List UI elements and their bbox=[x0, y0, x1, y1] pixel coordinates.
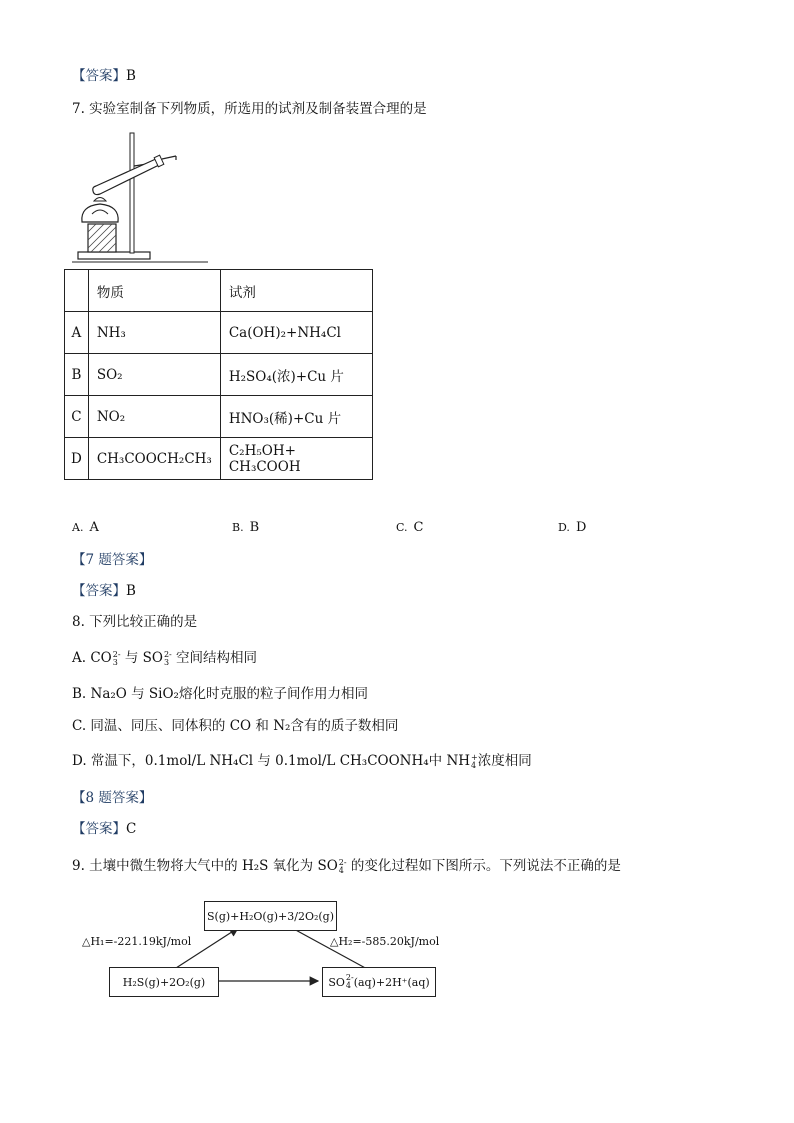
row-substance: NO₂ bbox=[88, 396, 220, 438]
superscript: 2- bbox=[163, 649, 172, 659]
q9-stem-suffix: 的变化过程如下图所示。下列说法不正确的是 bbox=[350, 858, 621, 874]
row-reagent: HNO₃(稀)+Cu 片 bbox=[220, 396, 372, 438]
option-key: C. bbox=[396, 521, 408, 534]
q8-d-suffix: 浓度相同 bbox=[477, 753, 532, 769]
q9-stem-prefix: 9. 土壤中微生物将大气中的 H₂S 氧化为 SO bbox=[72, 858, 338, 874]
superscript: + bbox=[471, 752, 478, 762]
answer-value: B bbox=[126, 583, 136, 599]
option-text: B bbox=[249, 520, 260, 535]
q9-dh1-label: △H₁=-221.19kJ/mol bbox=[82, 935, 192, 948]
row-label: B bbox=[65, 354, 89, 396]
option-text: D bbox=[575, 520, 587, 535]
q7-stem: 7. 实验室制备下列物质，所选用的试剂及制备装置合理的是 bbox=[72, 101, 427, 117]
row-substance: NH₃ bbox=[88, 312, 220, 354]
box-products-suffix: (aq)+2H⁺(aq) bbox=[353, 975, 430, 989]
answer-value: C bbox=[126, 821, 137, 837]
q9-box-reactants: H₂S(g)+2O₂(g) bbox=[109, 967, 219, 997]
q9-box-intermediate: S(g)+H₂O(g)+3/2O₂(g) bbox=[204, 901, 337, 931]
q8-stem: 8. 下列比较正确的是 bbox=[72, 614, 198, 630]
q8-a-prefix: A. CO bbox=[72, 650, 112, 666]
option-text: A bbox=[89, 520, 99, 535]
table-header-substance: 物质 bbox=[88, 270, 220, 312]
superscript: 2- bbox=[112, 649, 121, 659]
option-key: D. bbox=[558, 521, 570, 534]
q8-a-mid: 与 SO bbox=[124, 650, 163, 666]
option-key: B. bbox=[232, 521, 244, 534]
table-header-reagent: 试剂 bbox=[220, 270, 372, 312]
row-reagent: C₂H₅OH+ CH₃COOH bbox=[220, 438, 372, 480]
q9-box-products bbox=[322, 967, 436, 997]
row-reagent: H₂SO₄(浓)+Cu 片 bbox=[220, 354, 372, 396]
row-substance: SO₂ bbox=[88, 354, 220, 396]
box-products-prefix: SO bbox=[328, 975, 345, 989]
option-text: C bbox=[413, 520, 424, 535]
q8-option-c: C. 同温、同压、同体积的 CO 和 N₂含有的质子数相同 bbox=[72, 718, 399, 734]
row-label: A bbox=[65, 312, 89, 354]
subscript: 4 bbox=[338, 865, 344, 875]
so4-charge bbox=[346, 974, 354, 990]
q8-option-b: B. Na₂O 与 SiO₂熔化时克服的粒子间作用力相同 bbox=[72, 686, 368, 702]
row-label: C bbox=[65, 396, 89, 438]
answer-value: B bbox=[126, 68, 136, 84]
q7-answer-heading: 【7 题答案】 bbox=[72, 552, 153, 568]
superscript: 2- bbox=[345, 973, 354, 982]
subscript: 4 bbox=[345, 981, 351, 990]
option-key: A. bbox=[72, 521, 84, 534]
subscript: 4 bbox=[471, 760, 477, 770]
superscript: 2- bbox=[338, 857, 347, 867]
subscript: 3 bbox=[163, 657, 170, 667]
answer-bracket: 【答案】 bbox=[72, 68, 126, 84]
q8-a-suffix: 空间结构相同 bbox=[176, 650, 258, 666]
q8-d-prefix: D. 常温下，0.1mol/L NH₄Cl 与 0.1mol/L CH₃COONH₄中 NH bbox=[72, 753, 471, 769]
answer-bracket: 【答案】 bbox=[72, 583, 126, 599]
row-reagent: Ca(OH)₂+NH₄Cl bbox=[220, 312, 372, 354]
subscript: 3 bbox=[112, 657, 118, 667]
row-label: D bbox=[65, 438, 89, 480]
q9-dh2-label: △H₂=-585.20kJ/mol bbox=[330, 935, 440, 948]
row-substance: CH₃COOCH₂CH₃ bbox=[88, 438, 220, 480]
answer-bracket: 【答案】 bbox=[72, 821, 126, 837]
q8-answer-heading: 【8 题答案】 bbox=[72, 790, 153, 806]
